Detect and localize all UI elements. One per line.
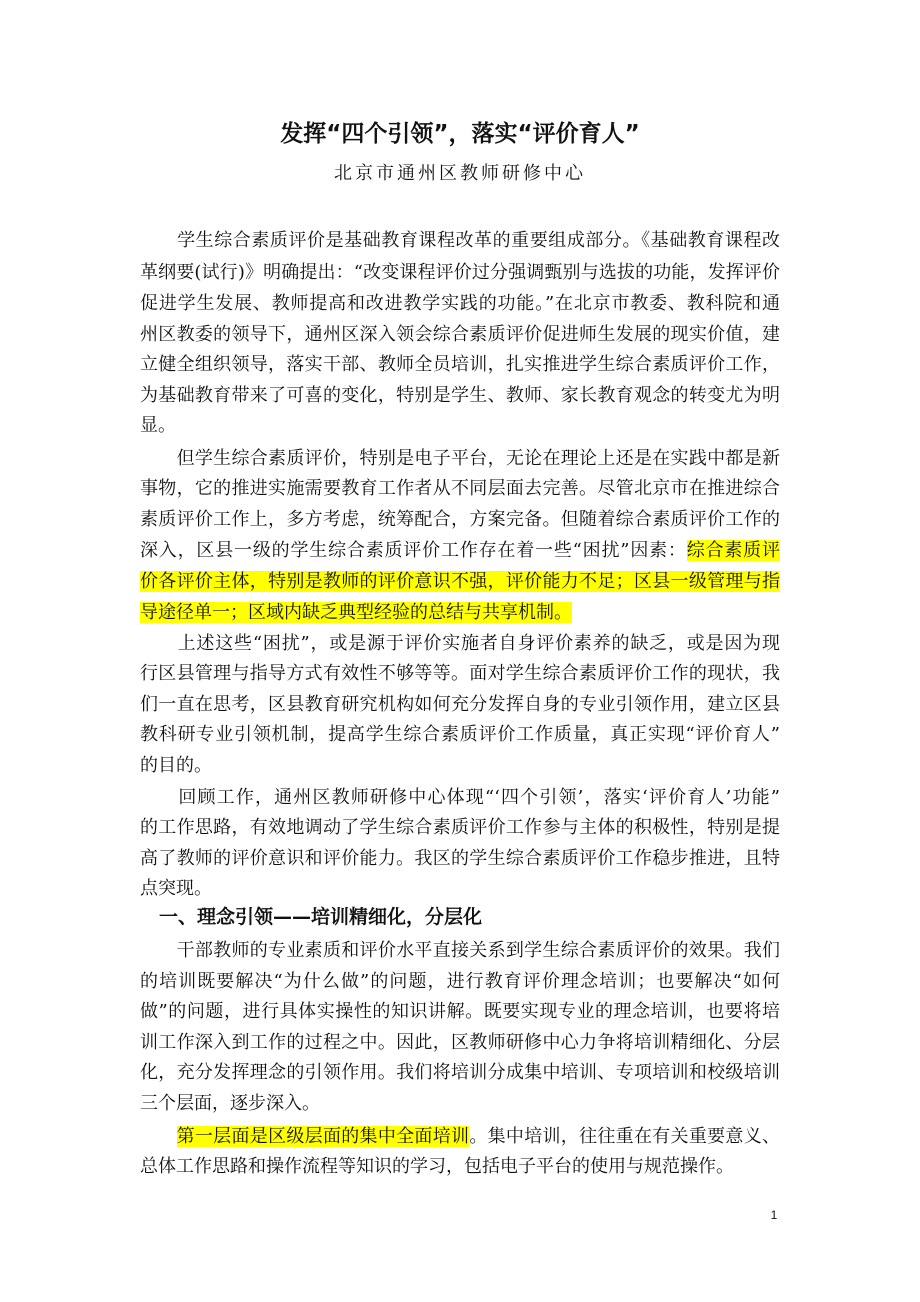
line-text: 促进学生发展、教师提高和改进教学实践的功能。”在北京市教委、教科院和通	[140, 293, 780, 314]
line-text: 深入，区县一级的学生综合素质评价工作存在着一些“困扰”因素：	[140, 540, 687, 561]
line-text: 的培训既要解决“为什么做”的问题，进行教育评价理念培训；也要解决“如何	[140, 971, 780, 992]
line-text: 上述这些“困扰”，或是源于评价实施者自身评价素养的缺乏，或是因为现	[140, 633, 780, 654]
line-text: 为基础教育带来了可喜的变化，特别是学生、教师、家长教育观念的转变尤为明	[140, 385, 780, 406]
line-text: 高了教师的评价意识和评价能力。我区的学生综合素质评价工作稳步推进，且特	[140, 848, 780, 869]
body-line	[140, 352, 780, 378]
line-text: 显。	[140, 415, 176, 436]
body-line	[140, 600, 780, 626]
line-text: 干部教师的专业素质和评价水平直接关系到学生综合素质评价的效果。我们	[140, 940, 780, 961]
body-line	[140, 476, 780, 502]
highlighted-text: 第一层面是区级层面的集中全面培训	[176, 1126, 470, 1147]
body-line	[140, 538, 780, 564]
body-line	[140, 999, 780, 1025]
line-text	[140, 1126, 177, 1147]
highlighted-text: 价各评价主体，特别是教师的评价意识不强，评价能力不足；区县一级管理与指	[140, 571, 780, 592]
line-text: 素质评价工作上，多方考虑，统筹配合，方案完备。但随着综合素质评价工作的	[140, 509, 780, 530]
line-text: 点突现。	[140, 878, 212, 899]
body-line	[140, 785, 780, 811]
section-heading	[140, 904, 780, 930]
line-text: 行区县管理与指导方式有效性不够等等。面对学生综合素质评价工作的现状，我	[140, 663, 780, 684]
body-line	[140, 1091, 780, 1117]
line-text: 教科研专业引领机制，提高学生综合素质评价工作质量，真正实现“评价育人”	[140, 724, 780, 745]
line-text: 州区教委的领导下，通州区深入领会综合素质评价促进师生发展的现实价值，建	[140, 324, 780, 345]
line-text: 做”的问题，进行具体实操性的知识讲解。既要实现专业的理念培训，也要将培	[140, 1001, 780, 1022]
body-line	[140, 969, 780, 995]
body-line	[140, 1124, 780, 1150]
body-line	[140, 815, 780, 841]
body-line	[140, 446, 780, 472]
line-text: 革纲要(试行)》明确提出：“改变课程评价过分强调甄别与选拔的功能，发挥评价	[140, 262, 780, 283]
line-text: 但学生综合素质评价，特别是电子平台，无论在理论上还是在实践中都是新	[140, 448, 780, 469]
body-line	[140, 938, 780, 964]
body-line	[140, 692, 780, 718]
body-line	[140, 1060, 780, 1086]
body-line	[140, 1154, 780, 1180]
page-number: 1	[770, 1208, 778, 1222]
highlighted-text: 综合素质评	[686, 540, 780, 561]
line-text: 的目的。	[140, 755, 212, 776]
body-line	[140, 631, 780, 657]
line-text: 们一直在思考，区县教育研究机构如何充分发挥自身的专业引领作用，建立区县	[140, 694, 780, 715]
body-line	[140, 846, 780, 872]
body-line	[140, 413, 780, 439]
body-line	[140, 228, 780, 254]
line-text: 训工作深入到工作的过程之中。因此，区教师研修中心力争将培训精细化、分层	[140, 1032, 780, 1053]
line-text: 化，充分发挥理念的引领作用。我们将培训分成集中培训、专项培训和校级培训	[140, 1062, 780, 1083]
line-text: 三个层面，逐步深入。	[140, 1093, 320, 1114]
line-text: 回顾工作，通州区教师研修中心体现“‘四个引领’，落实‘评价育人’功能”	[140, 787, 780, 808]
body-line	[140, 569, 780, 595]
line-text: 。集中培训，往往重在有关重要意义、	[469, 1126, 781, 1147]
body-line	[140, 383, 780, 409]
document-subtitle: 北京市通州区教师研修中心	[334, 163, 586, 184]
heading-text: 一、理念引领——培训精细化，分层化	[140, 906, 483, 928]
body-line	[140, 507, 780, 533]
body-line	[140, 291, 780, 317]
line-text: 立健全组织领导，落实干部、教师全员培训，扎实推进学生综合素质评价工作，	[140, 354, 780, 375]
line-text: 的工作思路，有效地调动了学生综合素质评价工作参与主体的积极性，特别是提	[140, 817, 780, 838]
body-line	[140, 260, 780, 286]
body-line	[140, 322, 780, 348]
body-line	[140, 876, 780, 902]
line-text: 事物，它的推进实施需要教育工作者从不同层面去完善。尽管北京市在推进综合	[140, 478, 780, 499]
body-line	[140, 661, 780, 687]
body-line	[140, 753, 780, 779]
body-line	[140, 1030, 780, 1056]
highlighted-text: 导途径单一；区域内缺乏典型经验的总结与共享机制。	[140, 602, 572, 623]
body-line	[140, 722, 780, 748]
line-text: 学生综合素质评价是基础教育课程改革的重要组成部分。《基础教育课程改	[140, 230, 780, 251]
line-text: 总体工作思路和操作流程等知识的学习，包括电子平台的使用与规范操作。	[140, 1156, 734, 1177]
document-title: 发挥“四个引领”，落实“评价育人”	[280, 121, 640, 147]
